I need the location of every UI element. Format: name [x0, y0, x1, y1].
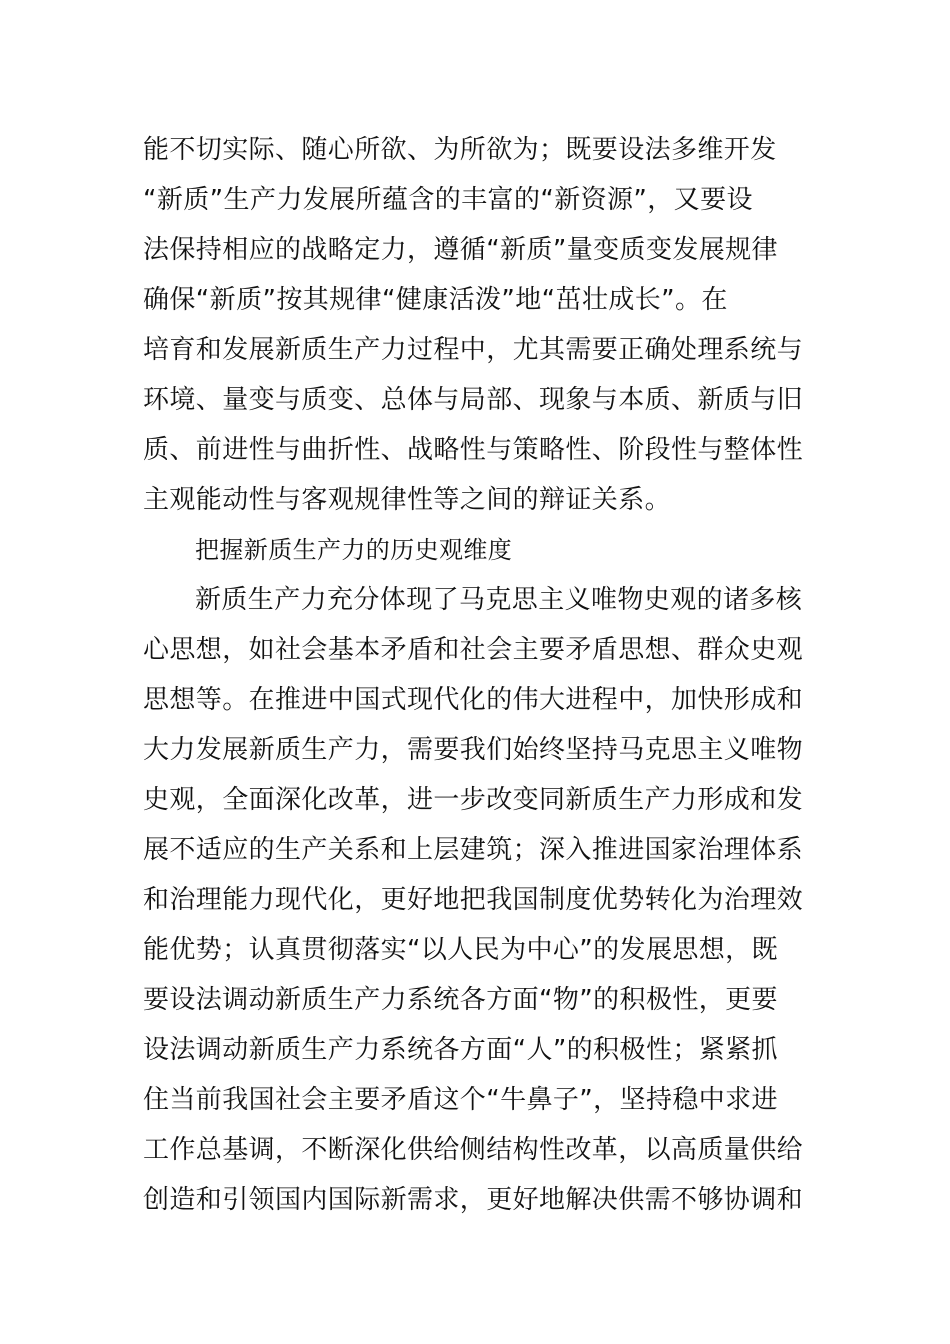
text-line: 能不切实际、随心所欲、为所欲为；既要设法多维开发	[143, 135, 777, 165]
text-line: “新质”生产力发展所蕴含的丰富的“新资源”，又要设	[143, 185, 753, 215]
section-heading: 把握新质生产力的历史观维度	[195, 536, 513, 564]
text-line: 环境、量变与质变、总体与局部、现象与本质、新质与旧	[143, 385, 804, 415]
text-line: 展不适应的生产关系和上层建筑；深入推进国家治理体系	[143, 835, 804, 865]
text-line: 确保“新质”按其规律“健康活泼”地“茁壮成长”。在	[143, 285, 728, 315]
text-line: 大力发展新质生产力，需要我们始终坚持马克思主义唯物	[143, 735, 804, 765]
text-line: 设法调动新质生产力系统各方面“人”的积极性；紧紧抓	[143, 1035, 778, 1065]
text-line: 培育和发展新质生产力过程中，尤其需要正确处理系统与	[143, 335, 804, 365]
text-line: 思想等。在推进中国式现代化的伟大进程中，加快形成和	[143, 685, 804, 715]
text-line: 史观，全面深化改革，进一步改变同新质生产力形成和发	[143, 785, 804, 815]
text-line: 要设法调动新质生产力系统各方面“物”的积极性，更要	[143, 985, 778, 1015]
text-line: 质、前进性与曲折性、战略性与策略性、阶段性与整体性	[143, 435, 804, 465]
text-line: 主观能动性与客观规律性等之间的辩证关系。	[143, 485, 672, 515]
text-line: 工作总基调，不断深化供给侧结构性改革，以高质量供给	[143, 1135, 804, 1165]
text-line: 新质生产力充分体现了马克思主义唯物史观的诸多核	[195, 585, 803, 615]
text-line: 能优势；认真贯彻落实“以人民为中心”的发展思想，既	[143, 935, 778, 965]
text-line: 心思想，如社会基本矛盾和社会主要矛盾思想、群众史观	[143, 635, 804, 665]
text-line: 法保持相应的战略定力，遵循“新质”量变质变发展规律	[143, 235, 778, 265]
text-line: 和治理能力现代化，更好地把我国制度优势转化为治理效	[143, 885, 804, 915]
text-line: 创造和引领国内国际新需求，更好地解决供需不够协调和	[143, 1185, 804, 1215]
text-line: 住当前我国社会主要矛盾这个“牛鼻子”，坚持稳中求进	[143, 1085, 778, 1115]
